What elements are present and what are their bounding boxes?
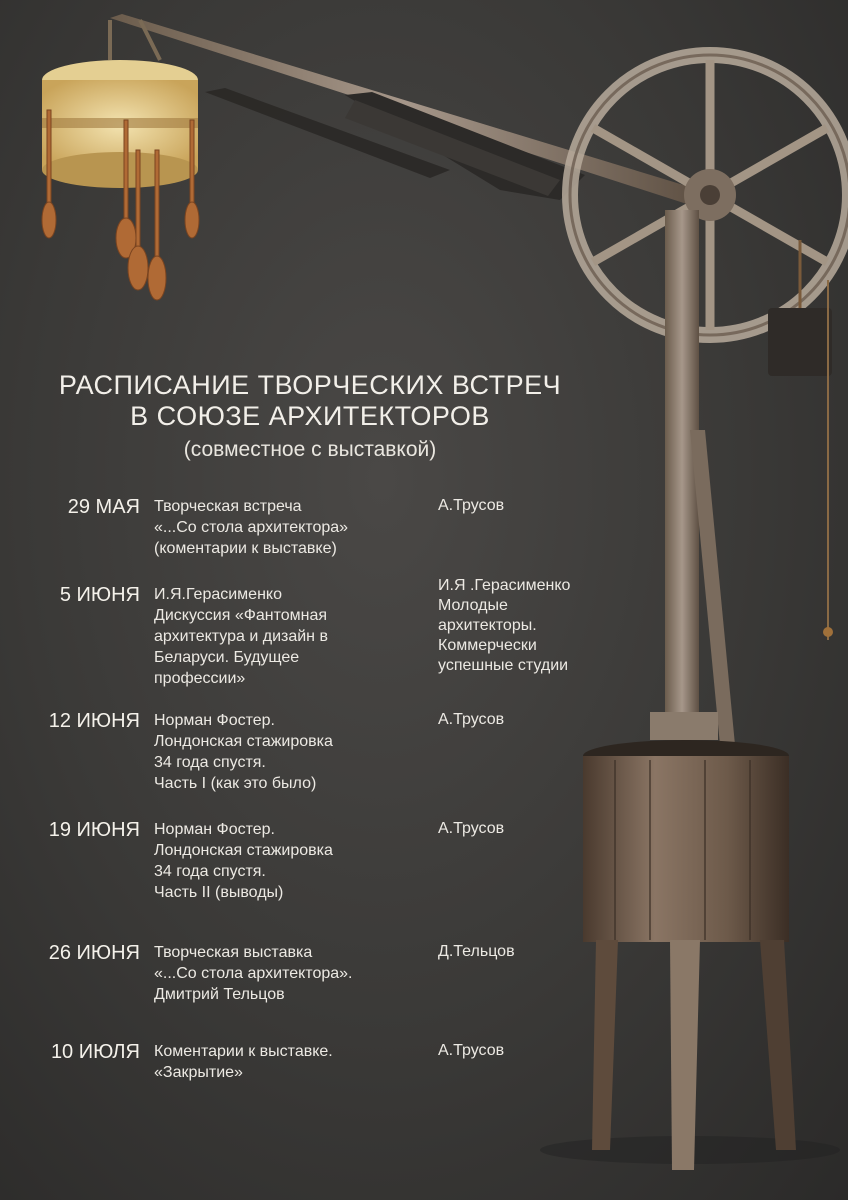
title-line-1: РАСПИСАНИЕ ТВОРЧЕСКИХ ВСТРЕЧ <box>58 370 562 400</box>
presenter-line: А.Трусов <box>438 1042 505 1059</box>
event-line: Норман Фостер. <box>154 712 275 729</box>
event-presenter <box>438 942 618 962</box>
event-line: Беларуси. Будущее <box>154 649 300 666</box>
event-line: профессии» <box>154 670 246 687</box>
event-description <box>154 942 424 1005</box>
event-date: 5 ИЮНЯ <box>59 584 140 606</box>
event-description <box>154 819 424 903</box>
event-line: Часть I (как это было) <box>154 775 317 792</box>
subtitle: (совместное с выставкой) <box>183 438 437 461</box>
wheel <box>570 55 848 335</box>
event-date: 12 ИЮНЯ <box>48 710 140 732</box>
event-presenter <box>438 1041 618 1061</box>
event-date: 29 МАЯ <box>67 496 140 518</box>
event-presenter <box>438 496 618 516</box>
event-presenter <box>438 576 618 676</box>
event-line: Творческая выставка <box>154 944 313 961</box>
event-line: 34 года спустя. <box>154 863 266 880</box>
event-line: «...Со стола архитектора» <box>154 519 349 536</box>
event-line: архитектура и дизайн в <box>154 628 328 645</box>
event-presenter <box>438 819 618 839</box>
presenter-line: И.Я .Герасименко <box>438 577 571 594</box>
event-line: Норман Фостер. <box>154 821 275 838</box>
event-line: Лондонская стажировка <box>154 733 333 750</box>
schedule-title-block <box>0 370 620 464</box>
event-date: 19 ИЮНЯ <box>48 819 140 841</box>
presenter-line: Коммерчески <box>438 637 537 654</box>
event-line: «Закрытие» <box>154 1064 243 1081</box>
presenter-line: успешные студии <box>438 657 569 674</box>
presenter-line: А.Трусов <box>438 711 505 728</box>
event-line: Творческая встреча <box>154 498 302 515</box>
presenter-line: А.Трусов <box>438 497 505 514</box>
event-presenter <box>438 710 618 730</box>
stump-base <box>583 756 789 942</box>
lampshade <box>42 20 198 188</box>
event-line: 34 года спустя. <box>154 754 266 771</box>
event-line: И.Я.Герасименко <box>154 586 282 603</box>
presenter-line: Д.Тельцов <box>438 943 515 960</box>
presenter-line: Молодые <box>438 597 508 614</box>
event-line: Дмитрий Тельцов <box>154 986 285 1003</box>
title-line-2: В СОЮЗЕ АРХИТЕКТОРОВ <box>130 401 490 431</box>
event-line: (коментарии к выставке) <box>154 540 337 557</box>
event-description <box>154 496 424 559</box>
event-description <box>154 1041 424 1083</box>
event-description <box>154 584 424 689</box>
event-date: 26 ИЮНЯ <box>48 942 140 964</box>
event-date: 10 ИЮЛЯ <box>50 1041 140 1063</box>
presenter-line: архитекторы. <box>438 617 537 634</box>
event-line: Дискуссия «Фантомная <box>154 607 328 624</box>
event-description <box>154 710 424 794</box>
event-line: Лондонская стажировка <box>154 842 333 859</box>
event-line: Часть II (выводы) <box>154 884 284 901</box>
event-line: Коментарии к выставке. <box>154 1043 333 1060</box>
event-line: «...Со стола архитектора». <box>154 965 353 982</box>
presenter-line: А.Трусов <box>438 820 505 837</box>
